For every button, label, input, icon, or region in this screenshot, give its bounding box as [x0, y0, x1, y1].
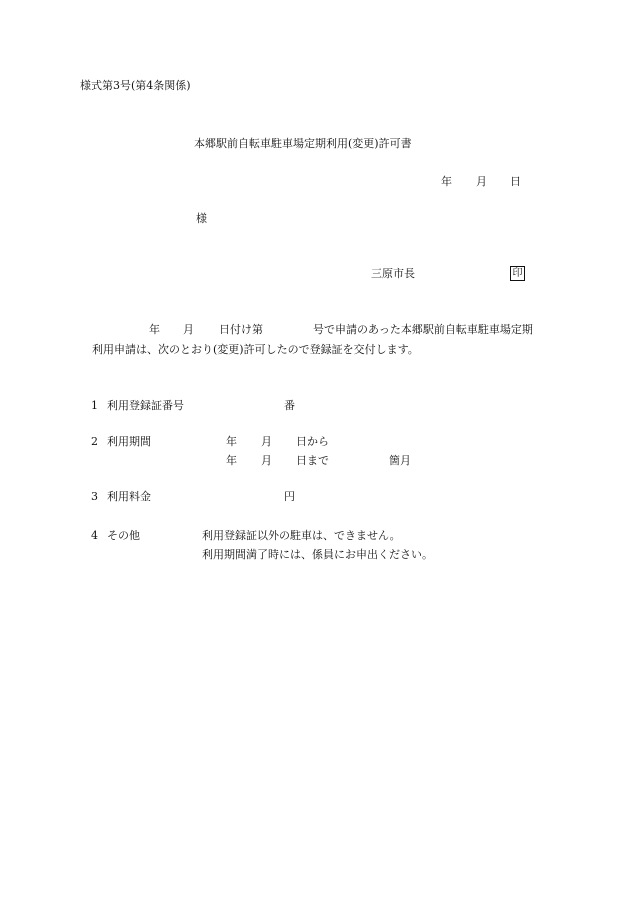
body-month: 月: [183, 323, 194, 336]
item-2-number: 2: [91, 435, 98, 448]
item-2-to-year: 年: [226, 454, 237, 467]
item-1-number: 1: [91, 399, 98, 412]
item-2-to-day: 日まで: [296, 454, 329, 467]
body-line1-rest: 号で申請のあった本郷駅前自転車駐車場定期: [313, 323, 533, 336]
item-3-number: 3: [91, 490, 98, 503]
item-4-number: 4: [91, 529, 98, 542]
body-line2: 利用申請は、次のとおり(変更)許可したので登録証を交付します。: [92, 343, 419, 356]
date-month: 月: [476, 175, 487, 188]
item-2-from-day: 日から: [296, 435, 329, 448]
item-3-value: 円: [284, 490, 295, 503]
date-day: 日: [510, 175, 521, 188]
body-day-attached-no: 日付け第: [219, 323, 263, 336]
item-2-label: 利用期間: [107, 435, 151, 448]
date-year: 年: [441, 175, 452, 188]
item-1-value: 番: [284, 399, 295, 412]
form-number: 様式第3号(第4条関係): [80, 79, 191, 92]
item-2-duration: 箇月: [389, 454, 411, 467]
item-4-line-2: 利用期間満了時には、係員にお申出ください。: [202, 548, 433, 561]
seal-mark: 印: [510, 266, 525, 281]
document-title: 本郷駅前自転車駐車場定期利用(変更)許可書: [194, 137, 412, 150]
addressee-suffix: 様: [196, 212, 207, 225]
body-year: 年: [149, 323, 160, 336]
issuer-name: 三原市長: [371, 267, 415, 280]
item-2-from-month: 月: [261, 435, 272, 448]
item-4-label: その他: [107, 529, 140, 542]
item-1-label: 利用登録証番号: [107, 399, 184, 412]
item-2-to-month: 月: [261, 454, 272, 467]
item-3-label: 利用料金: [107, 490, 151, 503]
item-4-line-1: 利用登録証以外の駐車は、できません。: [202, 529, 401, 542]
item-2-from-year: 年: [226, 435, 237, 448]
